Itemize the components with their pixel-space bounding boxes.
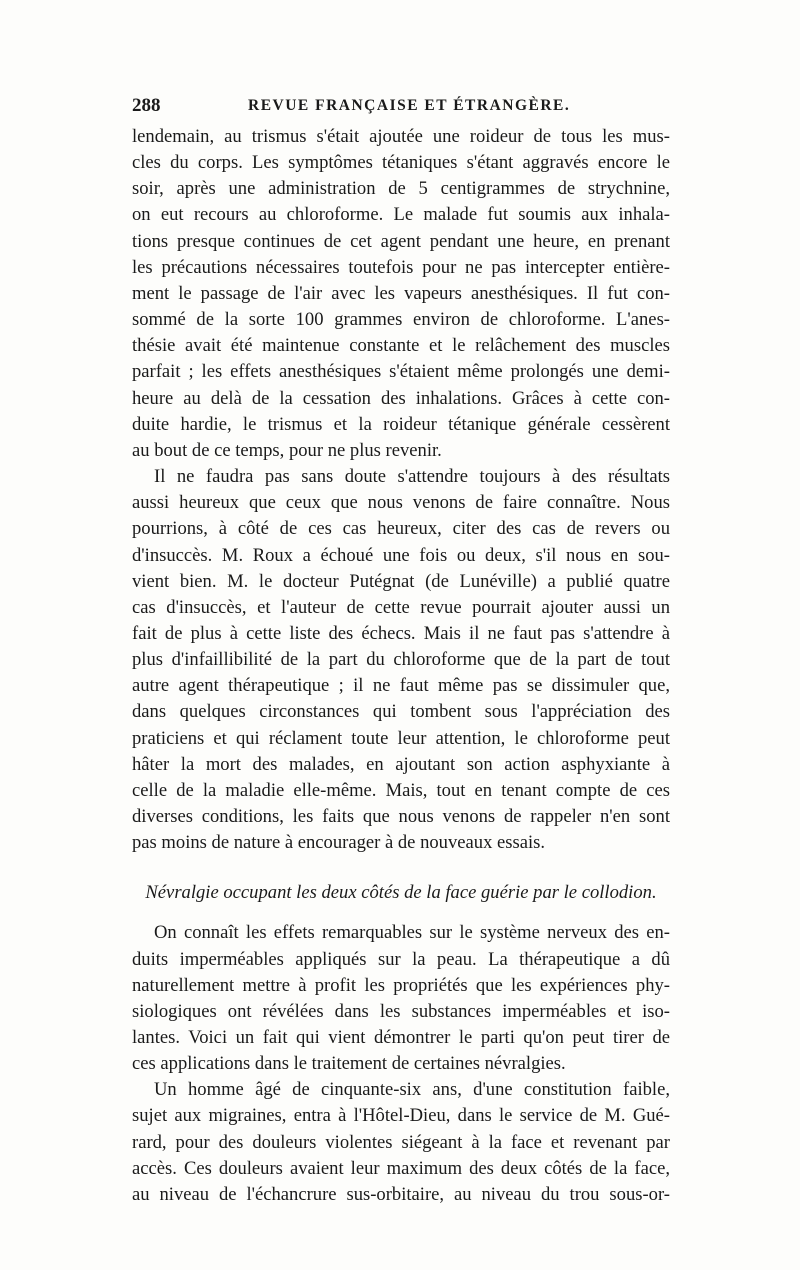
- text-line: pourrions, à côté de ces cas heureux, citer des cas de revers ou: [132, 518, 670, 540]
- text-column: [132, 88, 670, 1208]
- text-line: fait de plus à cette liste des échecs. Mais il ne faut pas s'attendre à: [132, 622, 670, 644]
- text-line: duits imperméables appliqués sur la peau. La thérapeutique a dû: [132, 948, 670, 970]
- text-line: dans quelques circonstances qui tombent sous l'appréciation des: [132, 701, 670, 723]
- paragraph-4: [132, 1077, 670, 1208]
- page-number: 288: [132, 95, 161, 116]
- paragraph-3: [132, 920, 670, 1077]
- text-line: rard, pour des douleurs violentes siégeant à la face et revenant par: [132, 1131, 670, 1153]
- text-line: accès. Ces douleurs avaient leur maximum des deux côtés de la face,: [132, 1157, 670, 1179]
- text-line: On connaît les effets remarquables sur le système nerveux des en-: [154, 922, 670, 944]
- text-line: Il ne faudra pas sans doute s'attendre toujours à des résultats: [154, 466, 670, 488]
- text-line: pas moins de nature à encourager à de nouveaux essais.: [132, 832, 546, 854]
- text-line: lendemain, au trismus s'était ajoutée une roideur de tous les mus-: [132, 126, 670, 147]
- text-line: autre agent thérapeutique ; il ne faut même pas se dissimuler que,: [132, 675, 670, 697]
- text-line: naturellement mettre à profit les propriétés que les expériences phy-: [132, 974, 670, 996]
- text-line: Un homme âgé de cinquante-six ans, d'une constitution faible,: [154, 1079, 670, 1101]
- text-line: thésie avait été maintenue constante et le relâchement des muscles: [132, 335, 670, 357]
- paragraph-2: [132, 464, 670, 856]
- text-line: vient bien. M. le docteur Putégnat (de Lunéville) a publié quatre: [132, 570, 670, 592]
- text-line: hâter la mort des malades, en ajoutant son action asphyxiante à: [132, 753, 670, 775]
- text-line: soir, après une administration de 5 centigrammes de strychnine,: [132, 178, 670, 200]
- text-line: au bout de ce temps, pour ne plus revenir.: [132, 439, 442, 461]
- text-line: d'insuccès. M. Roux a échoué une fois ou deux, s'il nous en sou-: [132, 544, 670, 566]
- text-line: tions presque continues de cet agent pendant une heure, en prenant: [132, 230, 670, 252]
- text-line: lantes. Voici un fait qui vient démontrer le parti qu'on peut tirer de: [132, 1027, 670, 1048]
- text-line: siologiques ont révélées dans les substances imperméables et iso-: [132, 1000, 670, 1022]
- running-head: [132, 88, 670, 124]
- text-line: diverses conditions, les faits que nous venons de rappeler n'en sont: [132, 806, 670, 828]
- text-line: sommé de la sorte 100 grammes environ de chloroforme. L'anes-: [132, 309, 670, 331]
- text-line: cas d'insuccès, et l'auteur de cette revue pourrait ajouter aussi un: [132, 596, 670, 618]
- text-line: on eut recours au chloroforme. Le malade fut soumis aux inhala-: [132, 204, 670, 226]
- text-line: aussi heureux que ceux que nous venons de faire connaître. Nous: [132, 492, 670, 514]
- text-line: parfait ; les effets anesthésiques s'étaient même prolongés une demi-: [132, 361, 670, 383]
- text-line: les précautions nécessaires toutefois pour ne pas intercepter entière-: [132, 256, 670, 278]
- text-line: ment le passage de l'air avec les vapeurs anesthésiques. Il fut con-: [132, 282, 670, 304]
- text-line: cles du corps. Les symptômes tétaniques s'étant aggravés encore le: [132, 152, 670, 174]
- text-line: au niveau de l'échancrure sus-orbitaire, au niveau du trou sous-or-: [132, 1183, 670, 1205]
- text-line: duite hardie, le trismus et la roideur tétanique générale cessèrent: [132, 413, 670, 435]
- section-heading: Névralgie occupant les deux côtés de la face guérie par le collodion.: [145, 882, 657, 904]
- text-line: celle de la maladie elle-même. Mais, tout en tenant compte de ces: [132, 779, 670, 801]
- text-line: praticiens et qui réclament toute leur attention, le chloroforme peut: [132, 727, 670, 749]
- running-title: REVUE FRANÇAISE ET ÉTRANGÈRE.: [248, 97, 571, 114]
- text-line: heure au delà de la cessation des inhalations. Grâces à cette con-: [132, 387, 670, 409]
- text-line: plus d'infaillibilité de la part du chloroforme que de la part de tout: [132, 649, 670, 671]
- paragraph-1: [132, 124, 670, 464]
- text-line: sujet aux migraines, entra à l'Hôtel-Dieu, dans le service de M. Gué-: [132, 1105, 670, 1127]
- text-line: ces applications dans le traitement de certaines névralgies.: [132, 1053, 566, 1075]
